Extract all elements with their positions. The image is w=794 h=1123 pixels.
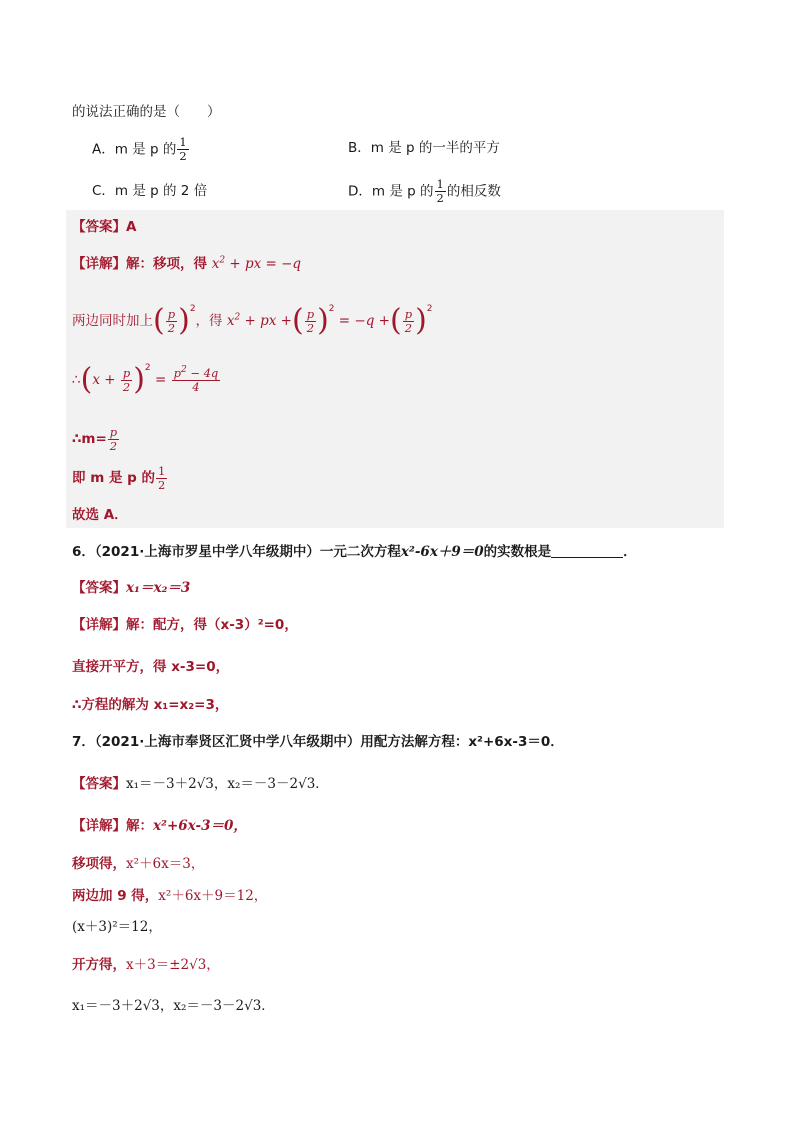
q7-step1: 移项得，x²＋6x＝3， xyxy=(72,856,205,872)
q6-stem: 6．（2021·上海市罗星中学八年级期中）一元二次方程x²-6x＋9＝0的实数根是 ． xyxy=(72,544,637,560)
fraction-one-half: $\frac{1}{2}$ xyxy=(179,135,187,163)
q6-detail-line1: 【详解】解：配方，得（x-3）²=0， xyxy=(72,617,298,633)
q6-detail-line2: 直接开平方，得 x-3=0， xyxy=(72,659,230,675)
fraction-one-half: $\frac{1}{2}$ xyxy=(436,177,444,205)
equation: $x^2$ + px = −q xyxy=(211,255,302,272)
q7-step3: (x＋3)²＝12， xyxy=(72,919,162,935)
q7-stem: 7．（2021·上海市奉贤区汇贤中学八年级期中）用配方法解方程：x²+6x-3＝0． xyxy=(72,734,564,750)
q5-option-d[interactable]: D．m 是 p 的 $\frac{1}{2}$ 的相反数 xyxy=(348,177,501,205)
q6-answer: 【答案】x₁＝x₂＝3 xyxy=(72,580,191,596)
q5-stem-tail: 的说法正确的是（ ） xyxy=(72,104,221,120)
q7-final: x₁＝－3＋2√3，x₂＝－3－2√3． xyxy=(72,998,275,1014)
answer-blank[interactable] xyxy=(551,543,623,558)
q5-detail-line3: ∴(x + $\frac{p}{2}$ )$^2$ = $\frac{p^2 - 4q}{4}$ xyxy=(72,362,219,397)
q5-conclusion: 即 m 是 p 的 $\frac{1}{2}$ xyxy=(72,463,166,492)
q5-m-value: ∴m= $\frac{p}{2}$ xyxy=(72,424,118,453)
q7-answer: 【答案】x₁＝－3＋2√3，x₂＝－3－2√3． xyxy=(72,776,329,792)
q7-step4: 开方得，x＋3＝±2√3， xyxy=(72,957,220,973)
q5-choose: 故选 A． xyxy=(72,507,128,523)
q5-detail-line1: 【详解】解：移项，得 $x^2$ + px = −q xyxy=(72,255,302,272)
q7-detail: 【详解】解：x²+6x-3＝0， xyxy=(72,818,247,834)
q5-option-a[interactable]: A．m 是 p 的 $\frac{1}{2}$ xyxy=(92,135,187,163)
q5-detail-line2: 两边同时加上( $\frac{p}{2}$ )$^2$，得 $x^2$ + px +( $\frac{p}{2}$ )$^2$ = −q +( $\frac{p}{2}$ )$^2$ xyxy=(72,303,433,338)
q5-option-b[interactable]: B．m 是 p 的一半的平方 xyxy=(348,140,500,156)
q7-step2: 两边加 9 得，x²＋6x＋9＝12， xyxy=(72,888,268,904)
q6-detail-line3: ∴方程的解为 x₁=x₂=3， xyxy=(72,697,229,713)
q5-option-c[interactable]: C．m 是 p 的 2 倍 xyxy=(92,183,208,199)
q5-answer: 【答案】A xyxy=(72,219,137,235)
